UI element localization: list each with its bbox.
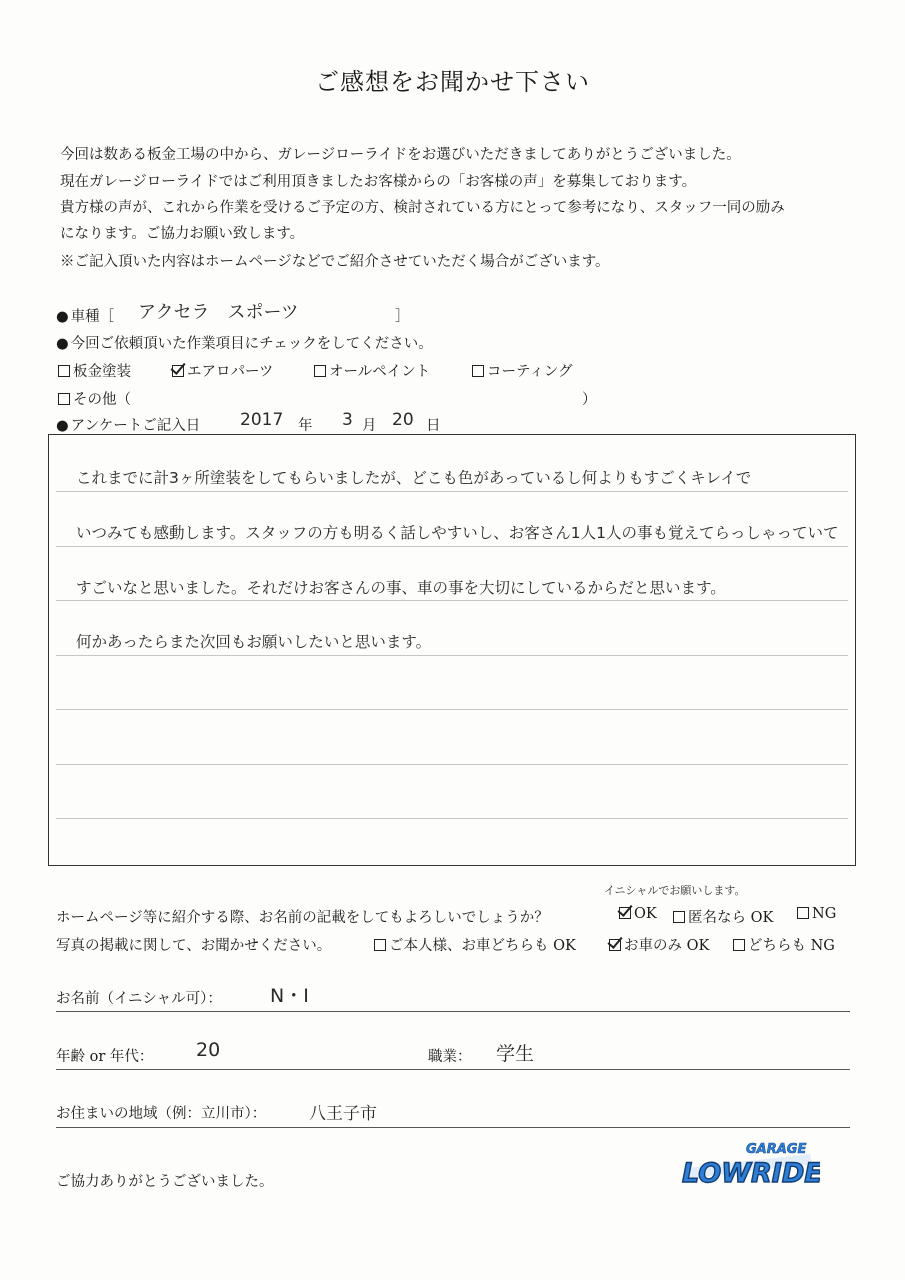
photo-opt-car-only[interactable] [609,934,709,955]
intro-line-1: 今回は数ある板金工場の中から、ガレージローライドをお選びいただきましてありがとうございました。 [60,147,741,163]
option-label: NG [812,906,837,922]
checkbox[interactable] [58,393,70,405]
checkbox-checked[interactable] [619,907,631,919]
date-year-unit: 年 [298,418,313,434]
thanks-text: ご協力ありがとうございました。 [56,1174,274,1190]
vehicle-label: ● 車種［ [56,305,114,326]
option-label: 板金塗装 [73,364,131,380]
age-job-underline [56,1069,850,1070]
option-label: オールペイント [329,364,431,380]
job-value[interactable]: 学生 [496,1043,535,1065]
area-value[interactable]: 八王子市 [309,1104,377,1124]
checkbox[interactable] [314,365,326,377]
ruled-line [56,546,848,547]
checkbox[interactable] [58,365,70,377]
vehicle-value[interactable]: アクセラ スポーツ [138,302,299,323]
option-label: 匿名なら OK [688,910,774,926]
intro-line-2: 現在ガレージローライドではご利用頂きましたお客様からの「お客様の声」を募集しております。 [60,174,697,190]
initial-note: イニシャルでお願いします。 [604,884,746,897]
option-label: お車のみ OK [624,938,710,954]
name-opt-anonymous[interactable] [673,906,773,927]
page-title: ご感想をお聞かせ下さい [315,68,590,96]
other-close: ） [582,392,597,408]
age-label: 年齢 or 年代： [56,1049,154,1065]
date-day[interactable]: 20 [392,410,414,430]
option-label: ご本人様、お車どちらも OK [389,938,576,954]
checkbox[interactable] [374,939,386,951]
intro-line-5: ※ご記入頂いた内容はホームページなどでご紹介させていただく場合がございます。 [60,254,610,270]
name-underline [56,1011,850,1012]
area-underline [56,1127,850,1128]
name-value[interactable]: N・I [270,985,309,1007]
age-value[interactable]: 20 [196,1039,221,1061]
intro-line-4: になります。ご協力お願い致します。 [60,226,305,242]
ruled-line [56,600,848,601]
comment-line-3: すごいなと思いました。それだけお客さんの事、車の事を大切にしているからだと思います。 [76,579,726,597]
name-label: お名前（イニシャル可）： [56,991,222,1007]
name-opt-ok[interactable] [619,906,657,922]
checkbox-checked[interactable] [609,939,621,951]
comment-line-2: いつみても感動します。スタッフの方も明るく話しやすいし、お客さん1人1人の事も覚えてらっしゃっていて [76,524,839,542]
checkbox[interactable] [797,907,809,919]
ruled-line [56,764,848,765]
logo-svg [680,1138,820,1190]
checkbox[interactable] [472,365,484,377]
date-label: ● アンケートご記入日 [56,414,200,435]
photo-opt-both[interactable] [374,934,576,955]
area-label: お住まいの地域（例：立川市）： [56,1106,267,1122]
option-label: コーティング [487,364,573,380]
date-month[interactable]: 3 [342,410,353,430]
logo-top-text: GARAGE [746,1142,807,1157]
work-option-allpaint[interactable] [314,360,430,381]
intro-line-3: 貴方様の声が、これから作業を受けるご予定の方、検討されている方にとって参考になり、スタッフ一同の励み [60,200,785,216]
vehicle-bracket-close: ］ [395,309,410,325]
job-label: 職業： [428,1049,472,1065]
checkbox[interactable] [673,911,685,923]
comment-line-1: これまでに計3ヶ所塗装をしてもらいましたが、どこも色があっているし何よりもすごくキレイで [76,469,752,487]
option-label: OK [634,906,657,922]
work-option-aero[interactable] [172,360,273,381]
photo-opt-ng[interactable] [733,934,835,955]
ruled-line [56,709,848,710]
date-year[interactable]: 2017 [240,410,284,430]
work-prompt: ● 今回ご依頼頂いた作業項目にチェックをしてください。 [56,332,433,353]
checkbox-checked[interactable] [172,365,184,377]
ruled-line [56,655,848,656]
ruled-line [56,818,848,819]
date-month-unit: 月 [362,418,377,434]
option-label: その他（ [73,392,131,408]
ruled-line [56,491,848,492]
date-day-unit: 日 [426,418,441,434]
option-label: どちらも NG [748,938,835,954]
work-option-other[interactable] [58,388,131,409]
checkbox[interactable] [733,939,745,951]
logo-main-text: LOWRIDE [682,1158,820,1189]
photo-permission-question: 写真の掲載に関して、お聞かせください。 [56,938,332,954]
work-option-bankin[interactable] [58,360,131,381]
name-permission-question: ホームページ等に紹介する際、お名前の記載をしてもよろしいでしょうか？ [56,910,549,926]
name-opt-ng[interactable] [797,906,836,922]
option-label: エアロパーツ [187,364,274,380]
garage-lowride-logo [680,1138,820,1190]
comment-line-4: 何かあったらまた次回もお願いしたいと思います。 [76,633,432,651]
work-option-coating[interactable] [472,360,573,381]
